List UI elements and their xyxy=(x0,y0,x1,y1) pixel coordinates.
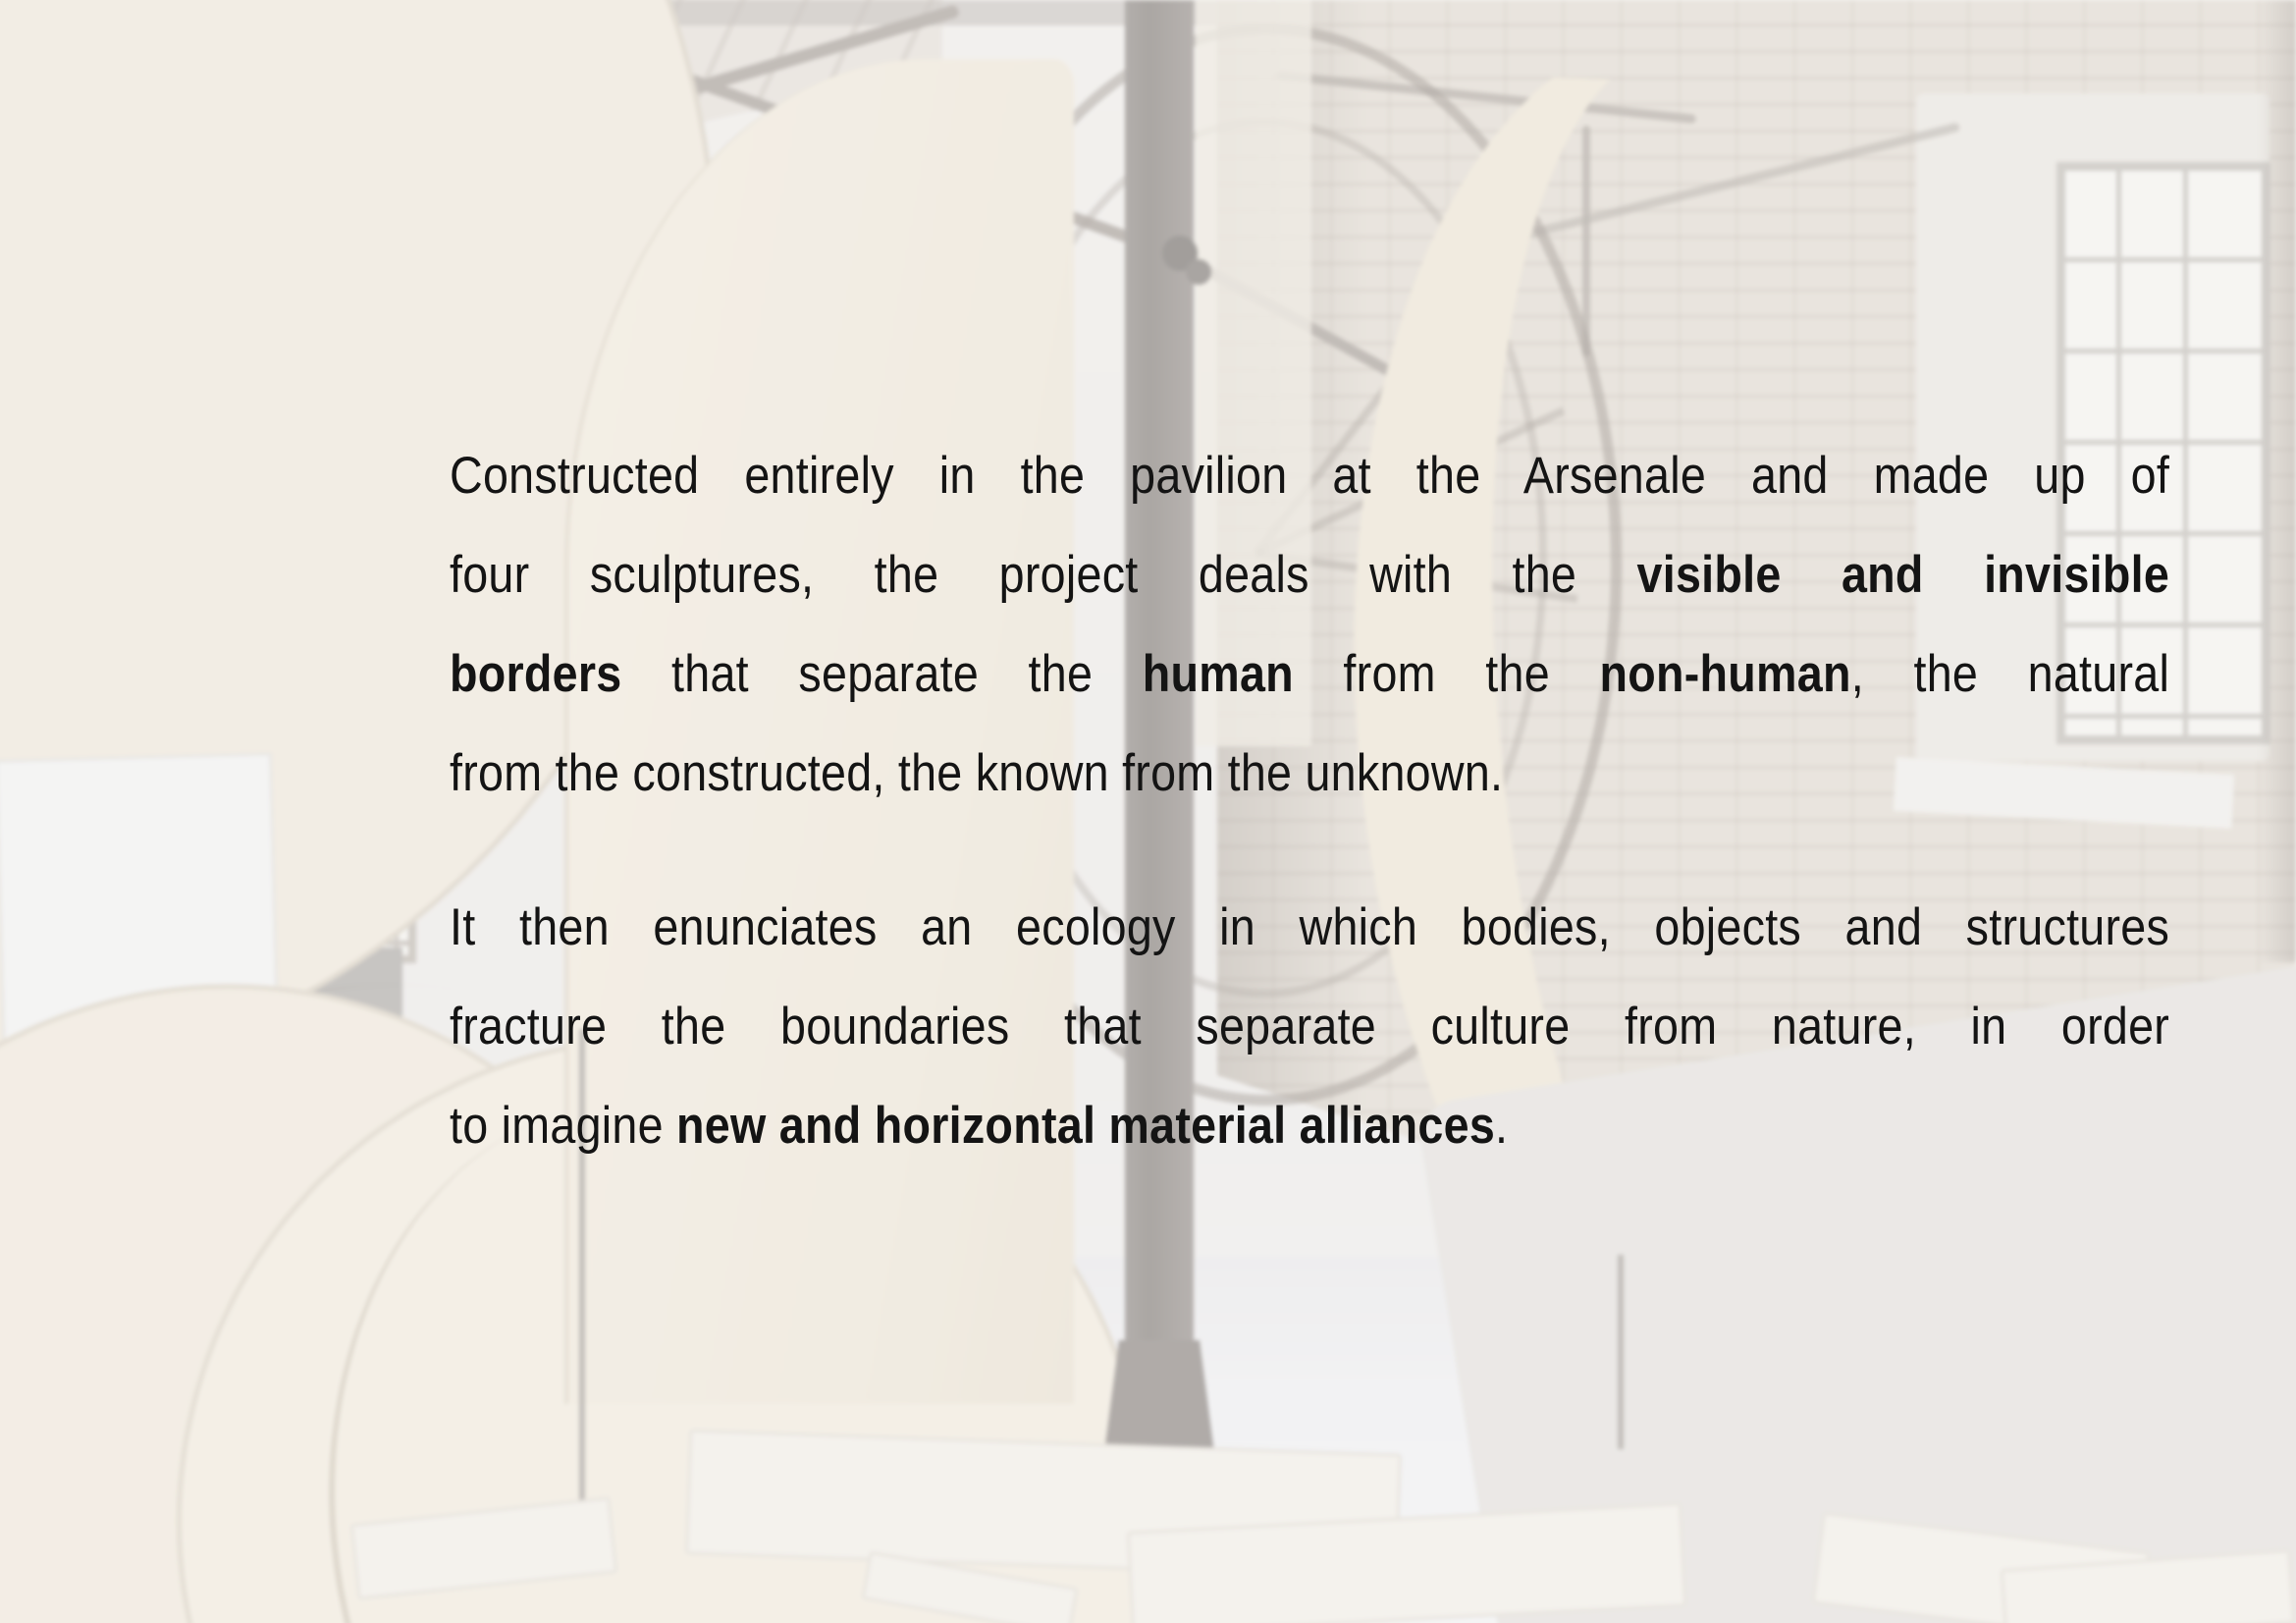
text-segment: new and horizontal material alliances xyxy=(676,1097,1496,1155)
text-segment: human xyxy=(1142,645,1294,703)
text-segment: It then enunciates an ecology in which bodies, objects and structures xyxy=(450,898,2170,956)
text-segment: fracture the boundaries that separate culture from nature, in order xyxy=(450,998,2170,1055)
text-segment: , the natural xyxy=(1850,645,2170,703)
text-segment: non-human xyxy=(1599,645,1851,703)
paragraph xyxy=(450,426,2169,823)
text-line xyxy=(450,977,2169,1076)
paragraph xyxy=(450,878,2169,1175)
text-segment: from the xyxy=(1293,645,1600,703)
text-line xyxy=(450,1076,2169,1175)
text-segment: . xyxy=(1495,1097,1509,1155)
text-segment: Constructed entirely in the pavilion at the Arsenale and made up of xyxy=(450,447,2170,505)
text-segment: from the constructed, the known from the unknown. xyxy=(450,744,1504,802)
text-segment: four sculptures, the project deals with the xyxy=(450,546,1637,604)
text-segment: borders xyxy=(450,645,622,703)
text-line xyxy=(450,624,2169,724)
description-text xyxy=(450,426,2169,1175)
text-segment: that separate the xyxy=(621,645,1143,703)
text-segment: to imagine xyxy=(450,1097,677,1155)
text-line xyxy=(450,426,2169,525)
text-line xyxy=(450,525,2169,624)
text-segment: visible and invisible xyxy=(1636,546,2170,604)
text-line xyxy=(450,878,2169,977)
text-line xyxy=(450,724,2169,823)
